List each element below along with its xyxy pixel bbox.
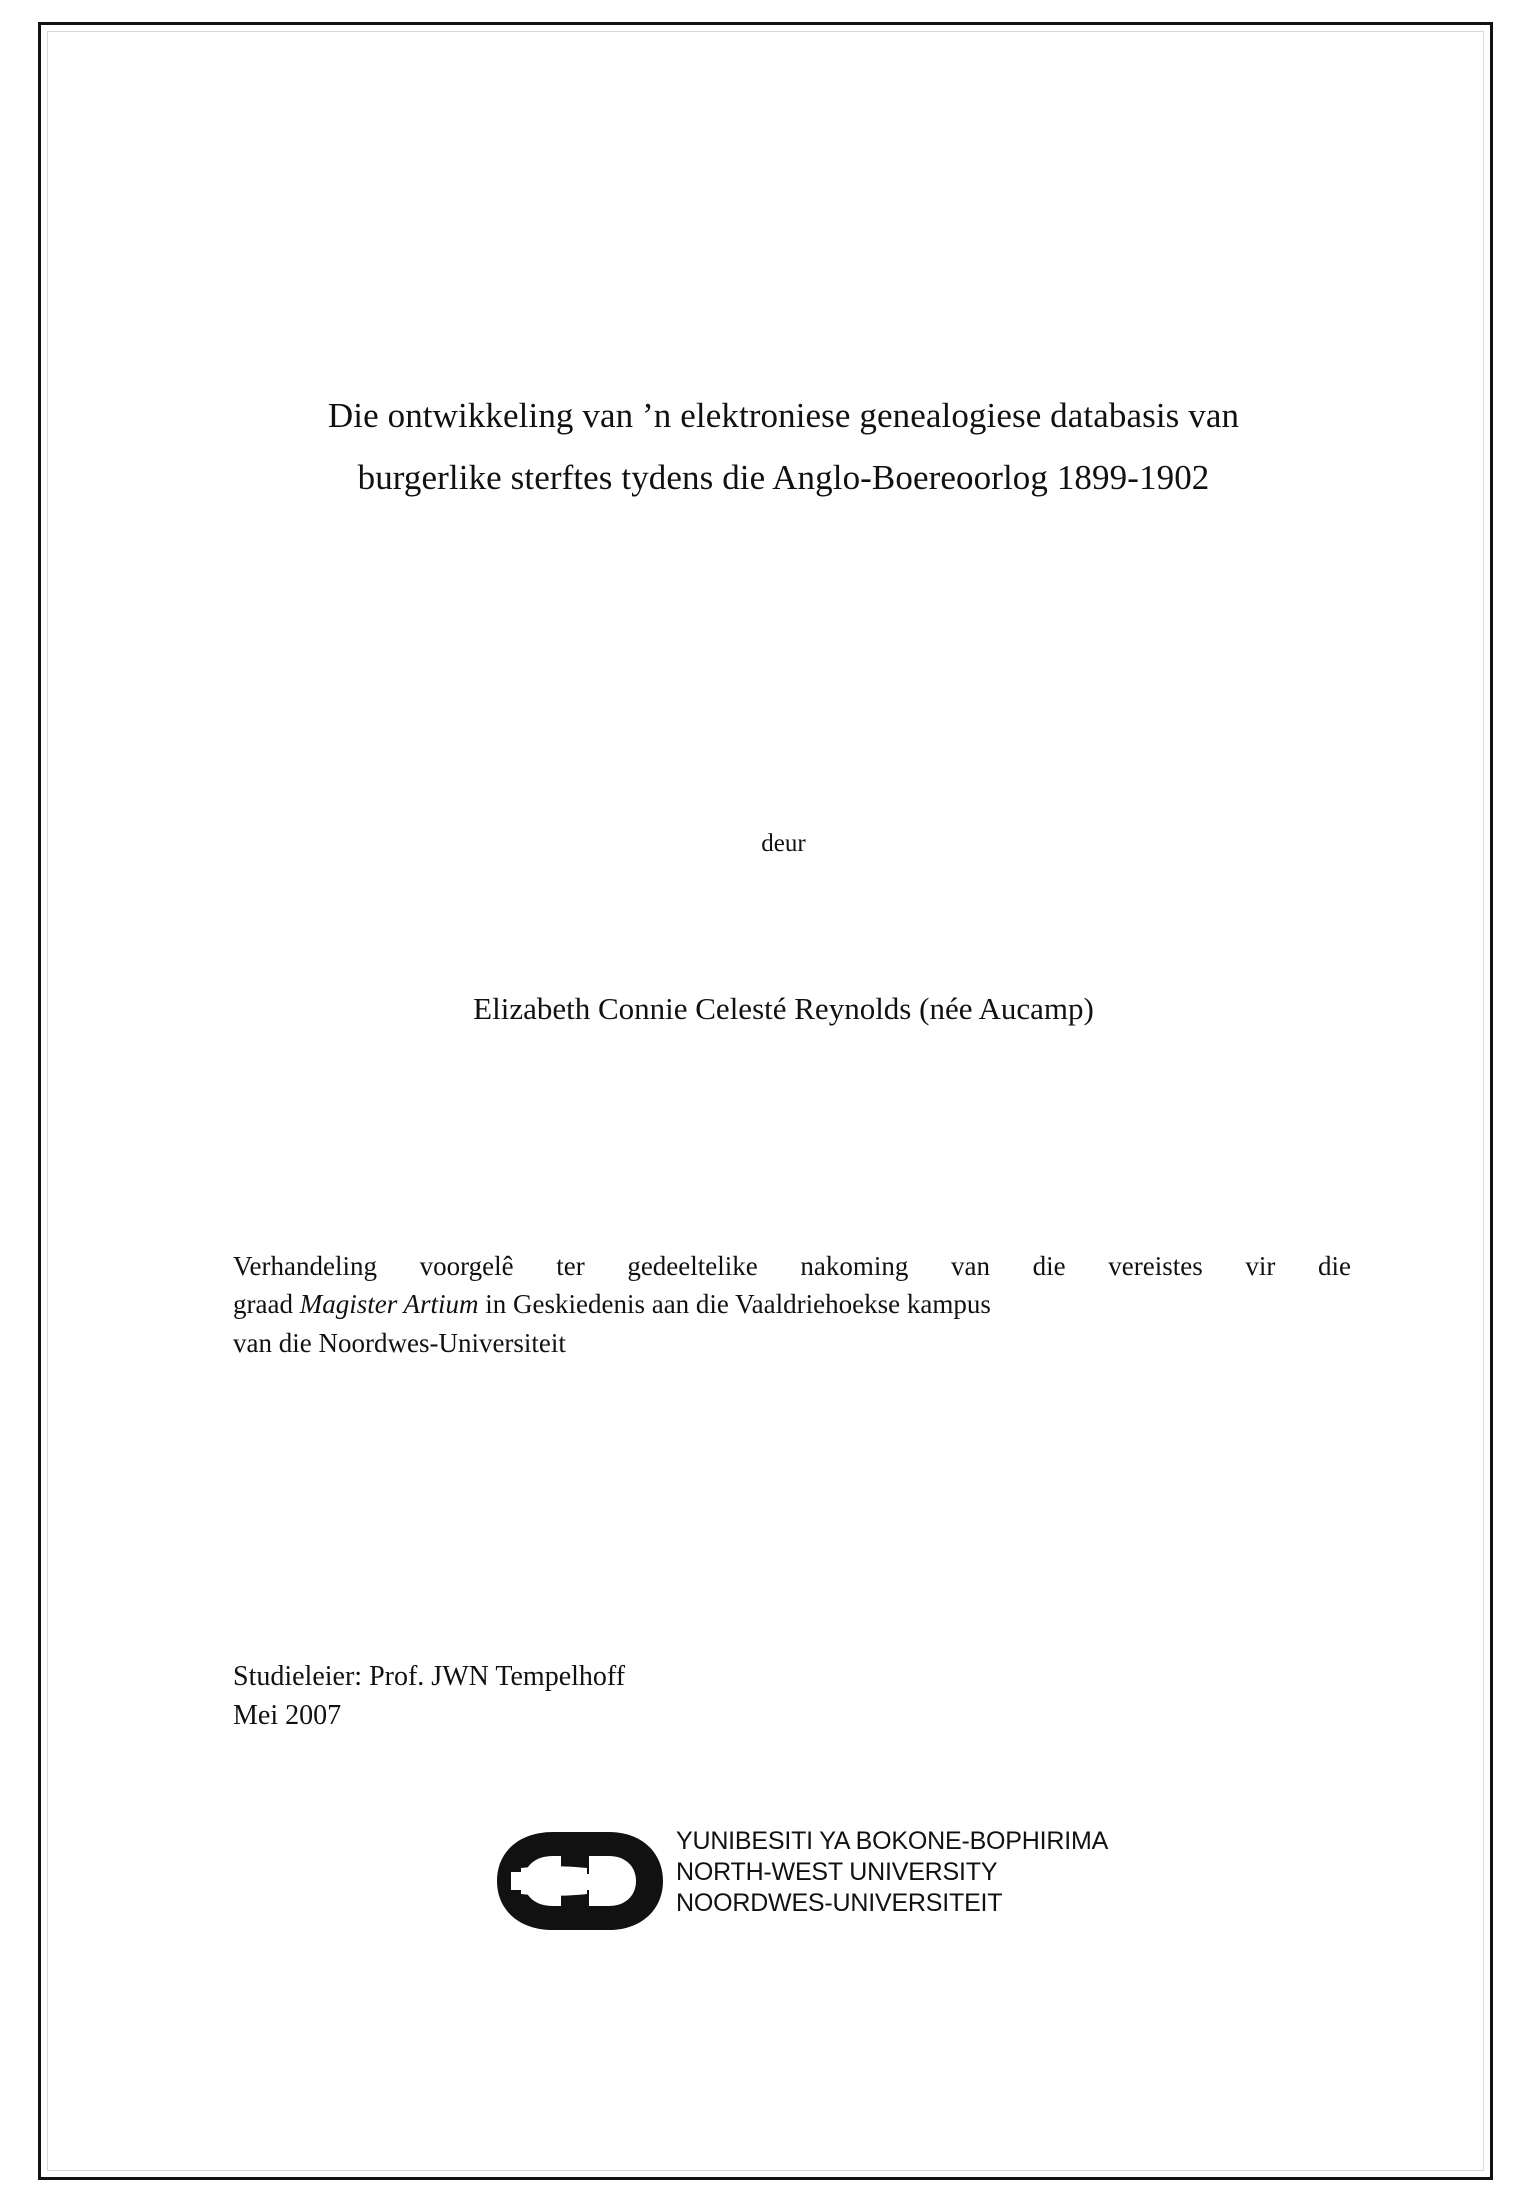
university-logo-text	[676, 1826, 1108, 1919]
degree-statement-line-2	[233, 1285, 1351, 1323]
degree-statement-line-1: Verhandeling voorgelê ter gedeeltelike nakoming van die vereistes vir die	[233, 1251, 1351, 1281]
logo-line-setswana: YUNIBESITI YA BOKONE-BOPHIRIMA	[676, 1827, 1109, 1855]
logo-line-english: NORTH-WEST UNIVERSITY	[676, 1858, 998, 1886]
title-page-content	[191, 25, 1376, 2177]
page-title-line-1: Die ontwikkeling van ’n elektroniese genealogiese databasis van	[327, 396, 1240, 435]
degree-statement-line-3: van die Noordwes-Universiteit	[233, 1327, 566, 1358]
submission-date: Mei 2007	[233, 1699, 342, 1731]
degree-statement	[233, 1247, 1351, 1362]
byline-label: deur	[761, 830, 806, 857]
north-west-university-logo-icon	[491, 1828, 676, 1938]
logo-line-afrikaans: NOORDWES-UNIVERSITEIT	[676, 1889, 1003, 1917]
degree-statement-line-2-suffix: in Geskiedenis aan die Vaaldriehoekse kampus	[478, 1289, 991, 1320]
page-title	[191, 385, 1376, 510]
page-border	[38, 22, 1493, 2180]
supervisor-name: Studieleier: Prof. JWN Tempelhoff	[233, 1661, 626, 1692]
degree-name-italic: Magister Artium	[299, 1289, 479, 1320]
supervisor-block	[233, 1658, 1133, 1735]
page-title-line-2: burgerlike sterftes tydens die Anglo-Boereoorlog 1899-1902	[357, 458, 1210, 498]
author-name: Elizabeth Connie Celesté Reynolds (née Aucamp)	[473, 991, 1094, 1026]
university-logo	[491, 1820, 1111, 1950]
degree-statement-line-2-prefix: graad	[233, 1289, 300, 1320]
